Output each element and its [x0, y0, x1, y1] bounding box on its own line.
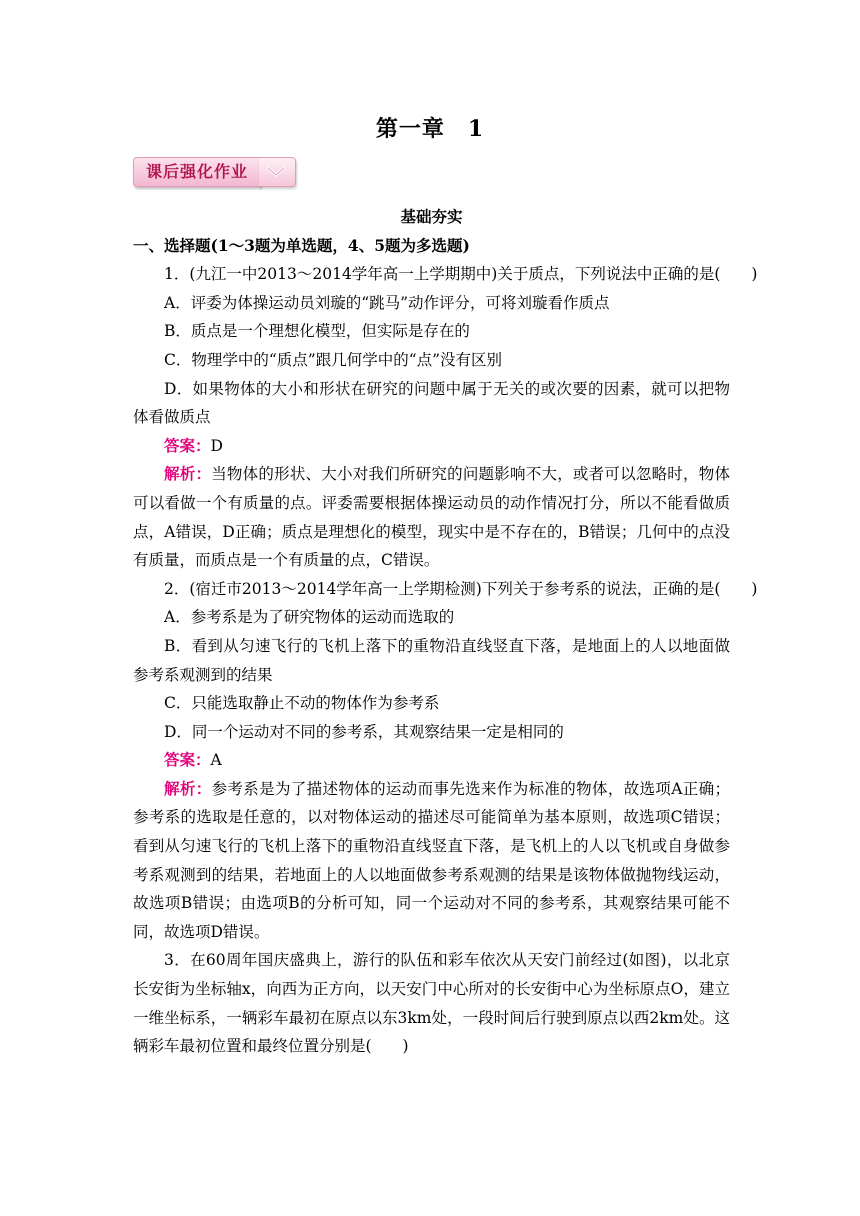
q3-stem: 3．在60周年国庆盛典上，游行的队伍和彩车依次从天安门前经过(如图)，以北京长安街为坐标轴x，向西为正方向，以天安门中心所对的长安街中心为坐标原点O，建立一维坐标系，一辆彩车最初在原点以东3km处，一段时间后行驶到原点以西2km处。这辆彩车最初位置和最终位置分别是( ) — [133, 951, 730, 1056]
banner-main — [133, 157, 261, 187]
q2-answer — [133, 746, 730, 775]
banner-tab — [259, 157, 296, 187]
q1-answer-value: D — [210, 436, 223, 455]
q2-option-b: B．看到从匀速飞行的飞机上落下的重物沿直线竖直下落，是地面上的人以地面做参考系观测到的结果 — [133, 636, 730, 684]
q1-option-a: A．评委为体操运动员刘璇的“跳马”动作评分，可将刘璇看作质点 — [164, 293, 610, 312]
part-heading: 一、选择题(1～3题为单选题，4、5题为多选题) — [133, 235, 470, 255]
q1-stem: 1．(九江一中2013～2014学年高一上学期期中)关于质点，下列说法中正确的是( ) — [164, 265, 758, 284]
q2-answer-value: A — [210, 751, 222, 770]
q2-stem: 2．(宿迁市2013～2014学年高一上学期检测)下列关于参考系的说法，正确的是( ) — [164, 579, 758, 598]
q1-option-b: B．质点是一个理想化模型，但实际是存在的 — [164, 322, 470, 341]
content-body — [133, 200, 758, 1061]
q1-analysis — [133, 460, 730, 574]
q2-option-d: D．同一个运动对不同的参考系，其观察结果一定是相同的 — [164, 722, 564, 741]
q2-analysis-label: 解析： — [164, 778, 212, 798]
section-heading: 基础夯实 — [400, 207, 463, 226]
q1-option-d: D．如果物体的大小和形状在研究的问题中属于无关的或次要的因素，就可以把物体看做质点 — [133, 379, 730, 427]
q2-analysis — [133, 775, 730, 947]
q2-answer-label: 答案： — [164, 750, 211, 770]
banner-label: 课后强化作业 — [145, 162, 248, 181]
chapter-title: 第一章 1 — [375, 116, 485, 142]
q1-answer-label: 答案： — [164, 435, 211, 455]
q2-option-a: A．参考系是为了研究物体的运动而选取的 — [164, 608, 455, 627]
chevron-down-icon — [265, 164, 287, 180]
homework-banner — [133, 155, 297, 187]
q2-option-c: C．只能选取静止不动的物体作为参考系 — [164, 694, 440, 713]
q1-option-c: C．物理学中的“质点”跟几何学中的“点”没有区别 — [164, 350, 503, 369]
q1-analysis-text: 当物体的形状、大小对我们所研究的问题影响不大，或者可以忽略时，物体可以看做一个有质量的点。评委需要根据体操运动员的动作情况打分，所以不能看做质点，A错误，D正确；质点是理想化的模型，现实中是不存在的，B错误；几何中的点没有质量，而质点是一个有质量的点，C错误。 — [133, 465, 730, 570]
q1-analysis-label: 解析： — [164, 464, 212, 484]
q1-answer — [133, 432, 730, 461]
q2-analysis-text: 参考系是为了描述物体的运动而事先选来作为标准的物体，故选项A正确；参考系的选取是任意的，以对物体运动的描述尽可能简单为基本原则，故选项C错误；看到从匀速飞行的飞机上落下的重物沿直线竖直下落，是飞机上的人以飞机或自身做参考系观测到的结果，若地面上的人以地面做参考系观测的结果是该物体做抛物线运动，故选项B错误；由选项B的分析可知，同一个运动对不同的参考系，其观察结果可能不同，故选项D错误。 — [133, 779, 730, 941]
